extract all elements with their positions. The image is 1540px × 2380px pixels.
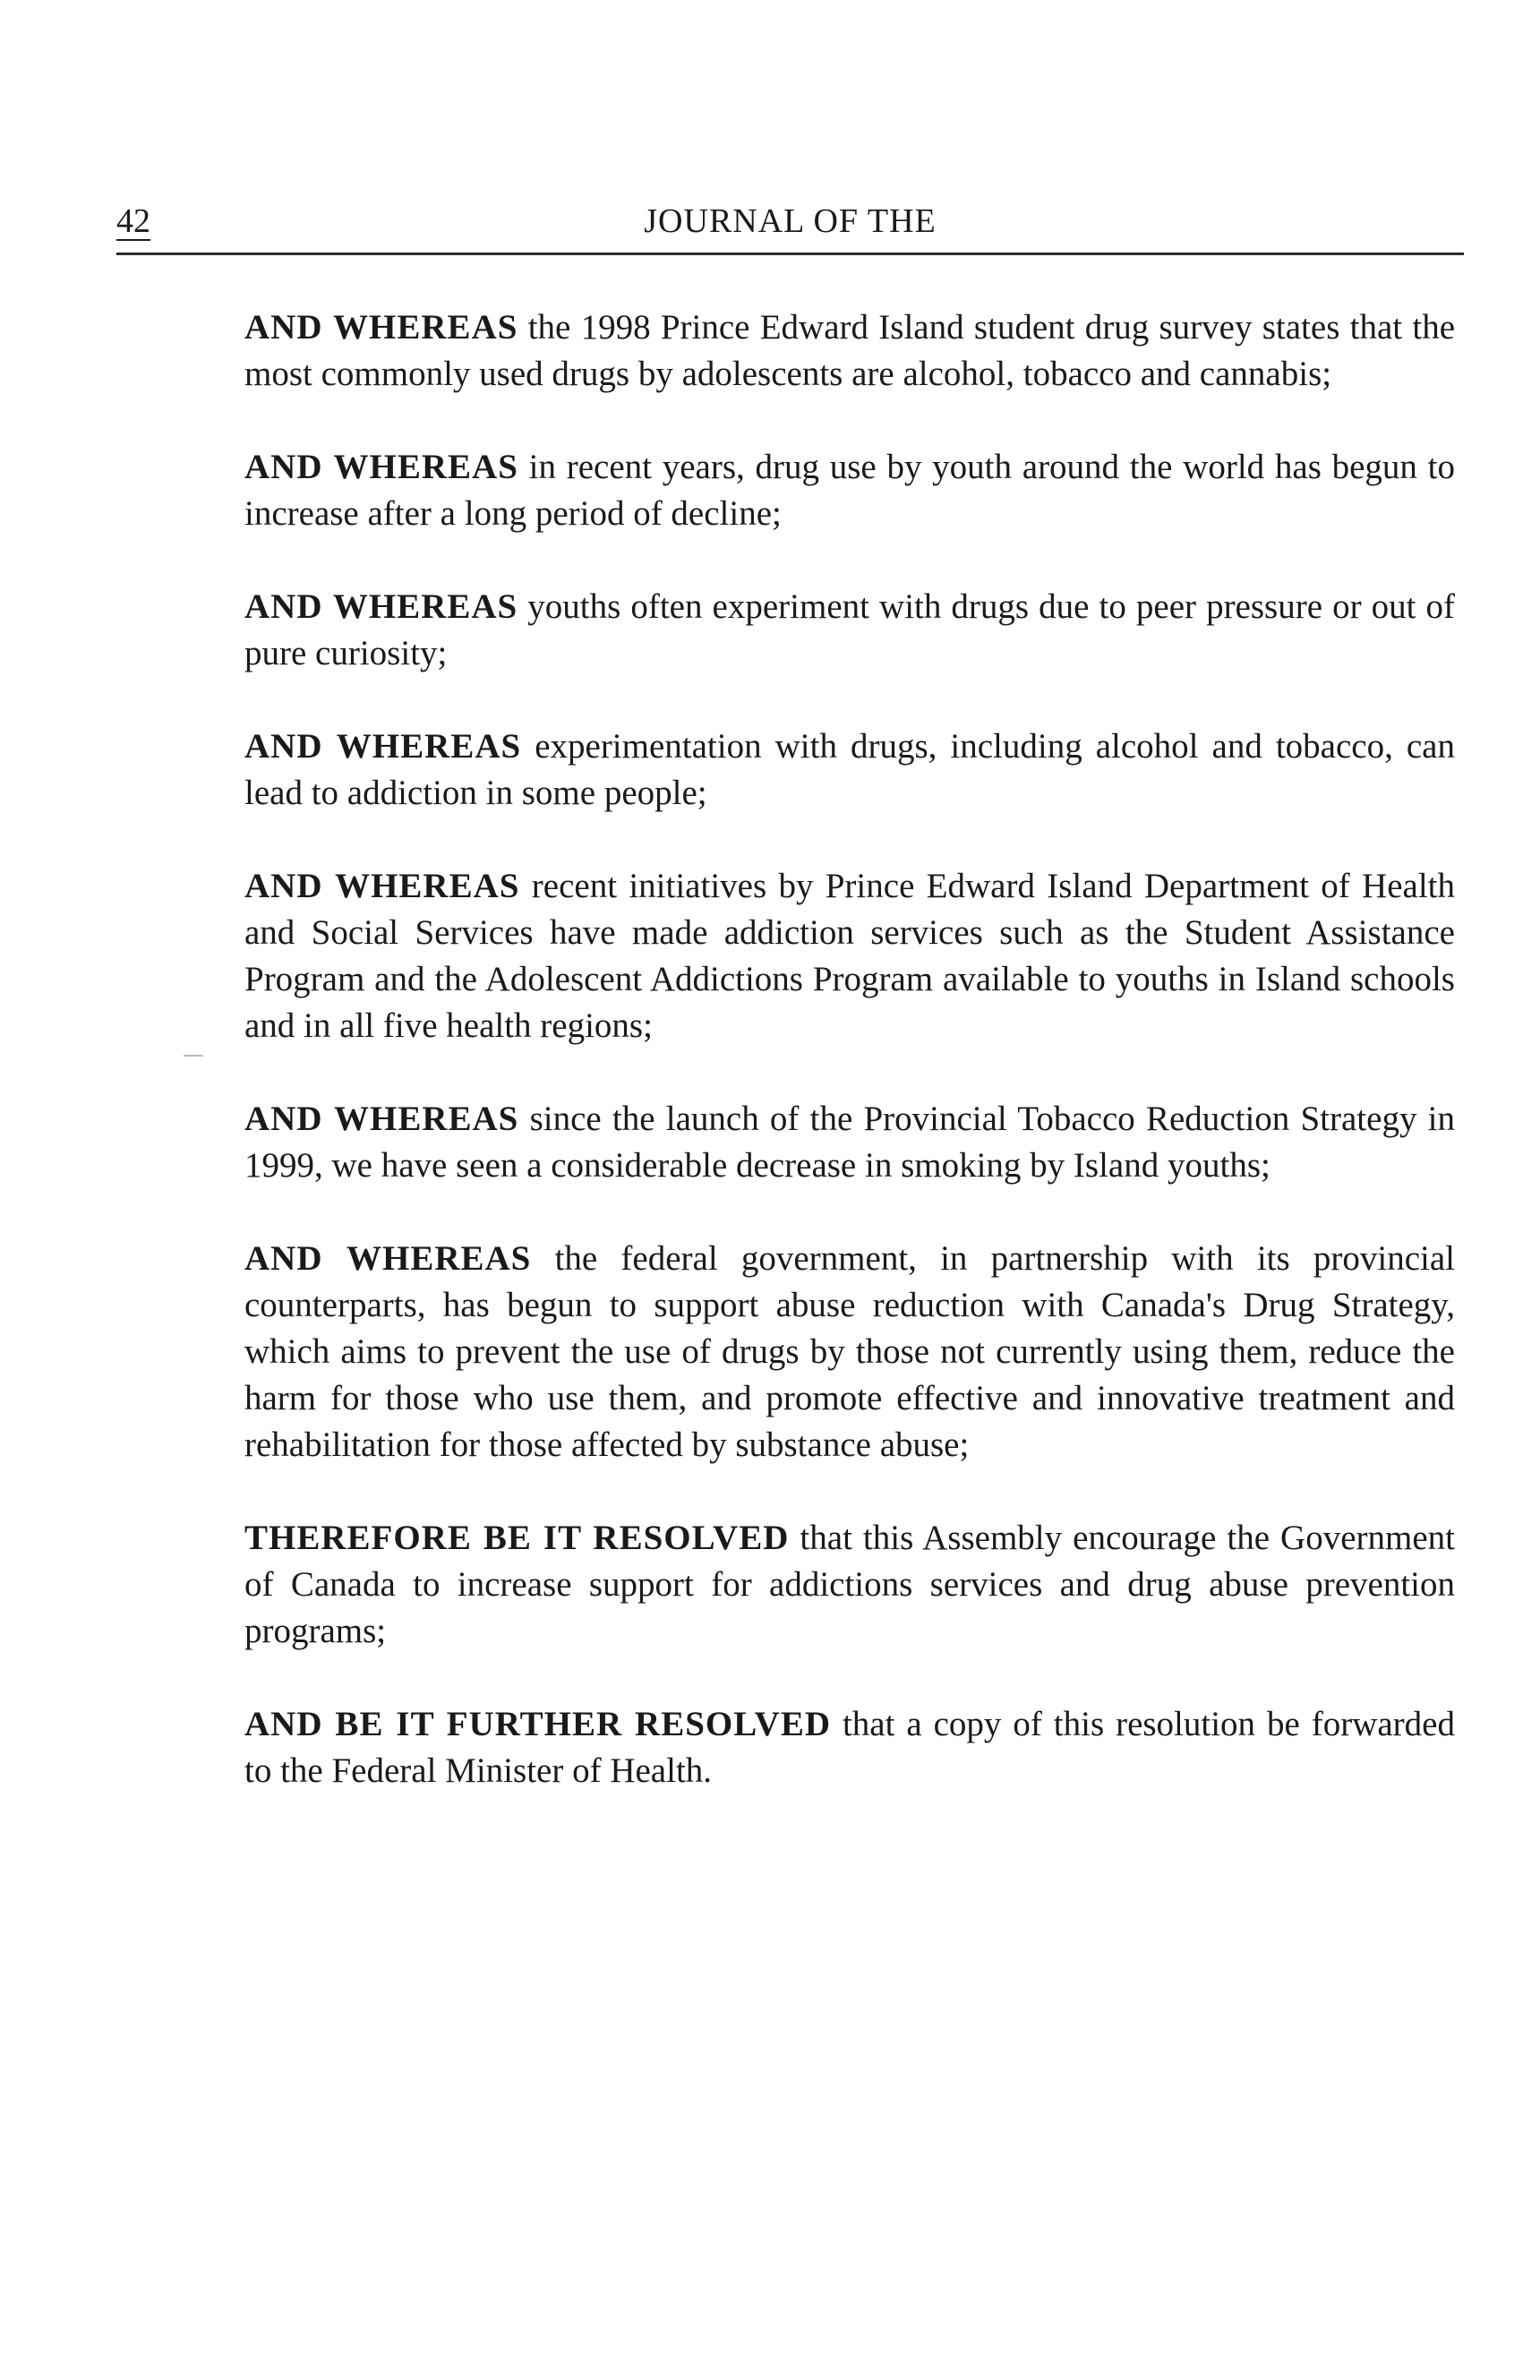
paragraph-therefore-resolved <box>244 1515 1455 1655</box>
paragraph-lead: AND WHEREAS <box>244 308 518 347</box>
paragraph-lead: AND WHEREAS <box>244 448 518 486</box>
paragraph-further-resolved <box>244 1701 1455 1794</box>
margin-mark <box>184 1055 203 1057</box>
paragraph-lead: AND WHEREAS <box>244 1239 532 1278</box>
resolution-body <box>244 304 1455 1841</box>
paragraph-text: the federal government, in partnership with its provincial counterparts, has begun to support abuse reduction with Canada's Drug Strategy, which aims to prevent the use of drugs by those not currently using them, reduce the harm for those who use them, and promote effective and innovative treatment and rehabilitation for those affected by substance abuse; <box>244 1239 1455 1464</box>
paragraph-lead: AND WHEREAS <box>244 867 520 905</box>
paragraph-text: in recent years, drug use by youth around the world has begun to increase after a long period of decline; <box>244 448 1456 533</box>
running-title: JOURNAL OF THE <box>644 202 937 240</box>
paragraph-addiction <box>244 723 1455 817</box>
paragraph-text: that a copy of this resolution be forwarded to the Federal Minister of Health. <box>244 1705 1455 1790</box>
paragraph-peer-pressure <box>244 584 1455 677</box>
paragraph-lead: AND WHEREAS <box>244 587 518 626</box>
paragraph-survey <box>244 304 1455 398</box>
paragraph-text: that this Assembly encourage the Government of Canada to increase support for addictions services and drug abuse prevention programs; <box>244 1519 1455 1650</box>
paragraph-recent-years <box>244 444 1455 537</box>
paragraph-federal-government <box>244 1236 1455 1468</box>
paragraph-text: since the launch of the Provincial Tobacco Reduction Strategy in 1999, we have seen a considerable decrease in smoking by Island youths; <box>244 1100 1455 1185</box>
paragraph-lead: AND WHEREAS <box>244 1100 519 1138</box>
paragraph-lead: THEREFORE BE IT RESOLVED <box>244 1519 790 1557</box>
page-header <box>116 199 1464 255</box>
paragraph-initiatives <box>244 863 1455 1049</box>
paragraph-text: the 1998 Prince Edward Island student drug survey states that the most commonly used drugs by adolescents are alcohol, tobacco and cannabis; <box>244 308 1456 393</box>
page-number: 42 <box>116 202 150 240</box>
paragraph-tobacco-strategy <box>244 1096 1455 1189</box>
paragraph-lead: AND WHEREAS <box>244 727 522 766</box>
paragraph-text: recent initiatives by Prince Edward Island Department of Health and Social Services have made addiction services such as the Student Assistance Program and the Adolescent Addictions Program available to youths in Island schools and in all five health regions; <box>244 867 1456 1045</box>
paragraph-lead: AND BE IT FURTHER RESOLVED <box>244 1705 832 1743</box>
paragraph-text: experimentation with drugs, including alcohol and tobacco, can lead to addiction in some people; <box>244 727 1455 812</box>
paragraph-text: youths often experiment with drugs due to peer pressure or out of pure curiosity; <box>244 587 1455 672</box>
